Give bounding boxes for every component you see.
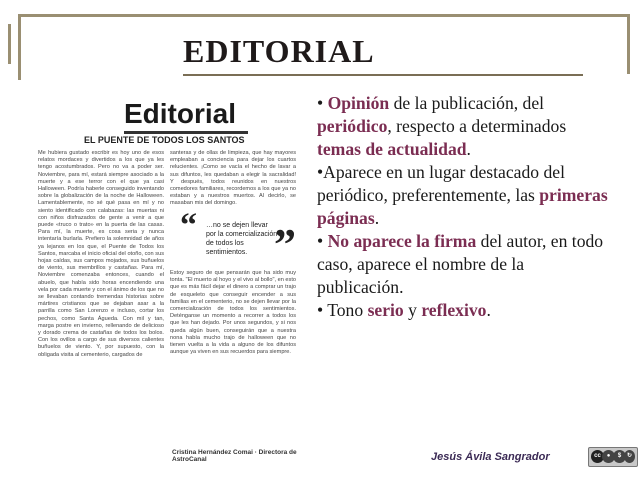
slide-title: EDITORIAL (183, 33, 375, 69)
sa-icon: ↻ (624, 450, 635, 463)
bullet-text: del autor, en todo caso, aparece el nombre de la publicación. (317, 231, 604, 297)
nc-icon: $ (613, 450, 626, 463)
bullet-text: • (317, 93, 328, 113)
keyword-text: No aparece la firma (327, 231, 477, 251)
footer-author: Jesús Ávila Sangrador (431, 451, 550, 463)
quote-open-mark: “ (180, 207, 197, 244)
frame-accent (8, 24, 11, 64)
bullet-text: de la publicación, del (389, 93, 545, 113)
cc-icon: cc (591, 450, 604, 463)
editorial-article-image (34, 95, 300, 463)
cc-license-badge[interactable] (588, 447, 638, 467)
article-column-3: Estoy seguro de que pensarán que ha sido muy tonta. "El muerto al hoyo y el vivo al bollo", en esto que es más fácil dejar el dinero a comprar un trajo de esqueleto que conseguir encender a sus familias en el cementerio, no se dejen llevar por la comercialización de todos los sentimientos. Deténganse un momento a recorrer a todos los que les han dejado. Por unos segundos, y si nos queda algún buen, conseguirán que a nuestra nona había mucho trajo de halloween que no tienen vuelta a la vida a alguno de los difuntos aunque ya viven en sus recuerdos para siempre. (170, 270, 296, 356)
bullet-item (317, 161, 609, 230)
bullet-text: . (374, 208, 380, 228)
by-icon: ● (602, 450, 615, 463)
keyword-text: primeras páginas (317, 185, 608, 228)
bullet-list (317, 92, 609, 322)
article-heading-bar (124, 131, 248, 134)
bullet-text: • Tono (317, 300, 368, 320)
frame-right-line (627, 14, 630, 74)
bullet-item (317, 299, 609, 322)
article-column-1: Me hubiera gustado escribir es hoy uno de esos relatos mordaces y divertidos a los que ya les tengo acostumbrados. Pero no va a poder ser. Noviembre, para mí, estará siempre asociado a la muerte y a ese terror con el que ya casi Halloween. Podría haberle conseguido inventando sobre la globalización de la noche de Halloween. Lamentablemente, no sé qué pasa en mí y no siento identificado con calabazas: las muertas ni con niños disfrazados de gente a venir a que puede «truco o trato» en la puerta de las casas. Para mí, la muerte, es cosa seria y nunca intentaría burlarla. Prefiero la solemnidad de años ya lejanos en los que, el Puente de Todos los Santos, marcaba el inicio oficial del otoño, con sus hojas caídas, sus campos mojados, sus buñuelos de viento, sus membrillos y castañas. Para mí, Noviembre comenzaba entonces, cuando el abuelo, que había sido horas encendiendo una vela por cada muerte y con el ánimo de los que no se llevaban contando tremendas historias sobre mártires cristianos que se dejaban asar a la parrilla como San Lorenzo e incluso, cortar los pechos, como Santa Águeda. Con mil y tan, marga postre en invierno, rellenando de delicioso y dorado crema de castañas de todos los bolos. Con los ovillos a cargo de sus diversos calientes buñuelos de viento. Y, por supuesto, con la obligada visita al cementerio, cargados de (38, 150, 164, 358)
frame-top-line (18, 14, 630, 17)
bullet-text: . (466, 139, 471, 159)
bullet-text: •Aparece en un lugar destacado del periódico, preferentemente, las (317, 162, 565, 205)
article-heading: Editorial (124, 98, 237, 129)
bullet-item (317, 92, 609, 161)
keyword-text: serio (367, 300, 404, 320)
keyword-text: Opinión (327, 93, 390, 113)
bullet-text: y (403, 300, 422, 320)
pull-quote (180, 207, 298, 269)
keyword-text: reflexivo (421, 300, 487, 320)
article-subheading: EL PUENTE DE TODOS LOS SANTOS (84, 135, 245, 145)
article-author: Cristina Hernández Comai · Directora de AstroCanal (172, 449, 297, 463)
bullet-item (317, 230, 609, 299)
title-underline (183, 74, 583, 76)
bullet-text: , respecto a determinados (387, 116, 567, 136)
keyword-text: temas de actualidad (317, 139, 467, 159)
pull-quote-text: …no se dejen llevar por la comercialización de todos los sentimientos. (206, 222, 278, 256)
frame-left-line (18, 14, 21, 80)
bullet-text: . (486, 300, 491, 320)
keyword-text: periódico (317, 116, 388, 136)
quote-close-mark: ” (274, 220, 296, 269)
article-column-2: santeras y de ollas de limpieza, que hay mayores empleaban a conciencia para dejar los cuartos relucientes. ¡Como se vacía el hecho de lavar a sus difuntos, les quedaban a elegir la sacralidad! Y después, todos reunidos en nuestros comedores familiares, recordemos a los que ya no estaban y a nuestros muertos. Al decirlo, se masaban mis del domingo. (170, 150, 296, 207)
bullet-text: • (317, 231, 328, 251)
